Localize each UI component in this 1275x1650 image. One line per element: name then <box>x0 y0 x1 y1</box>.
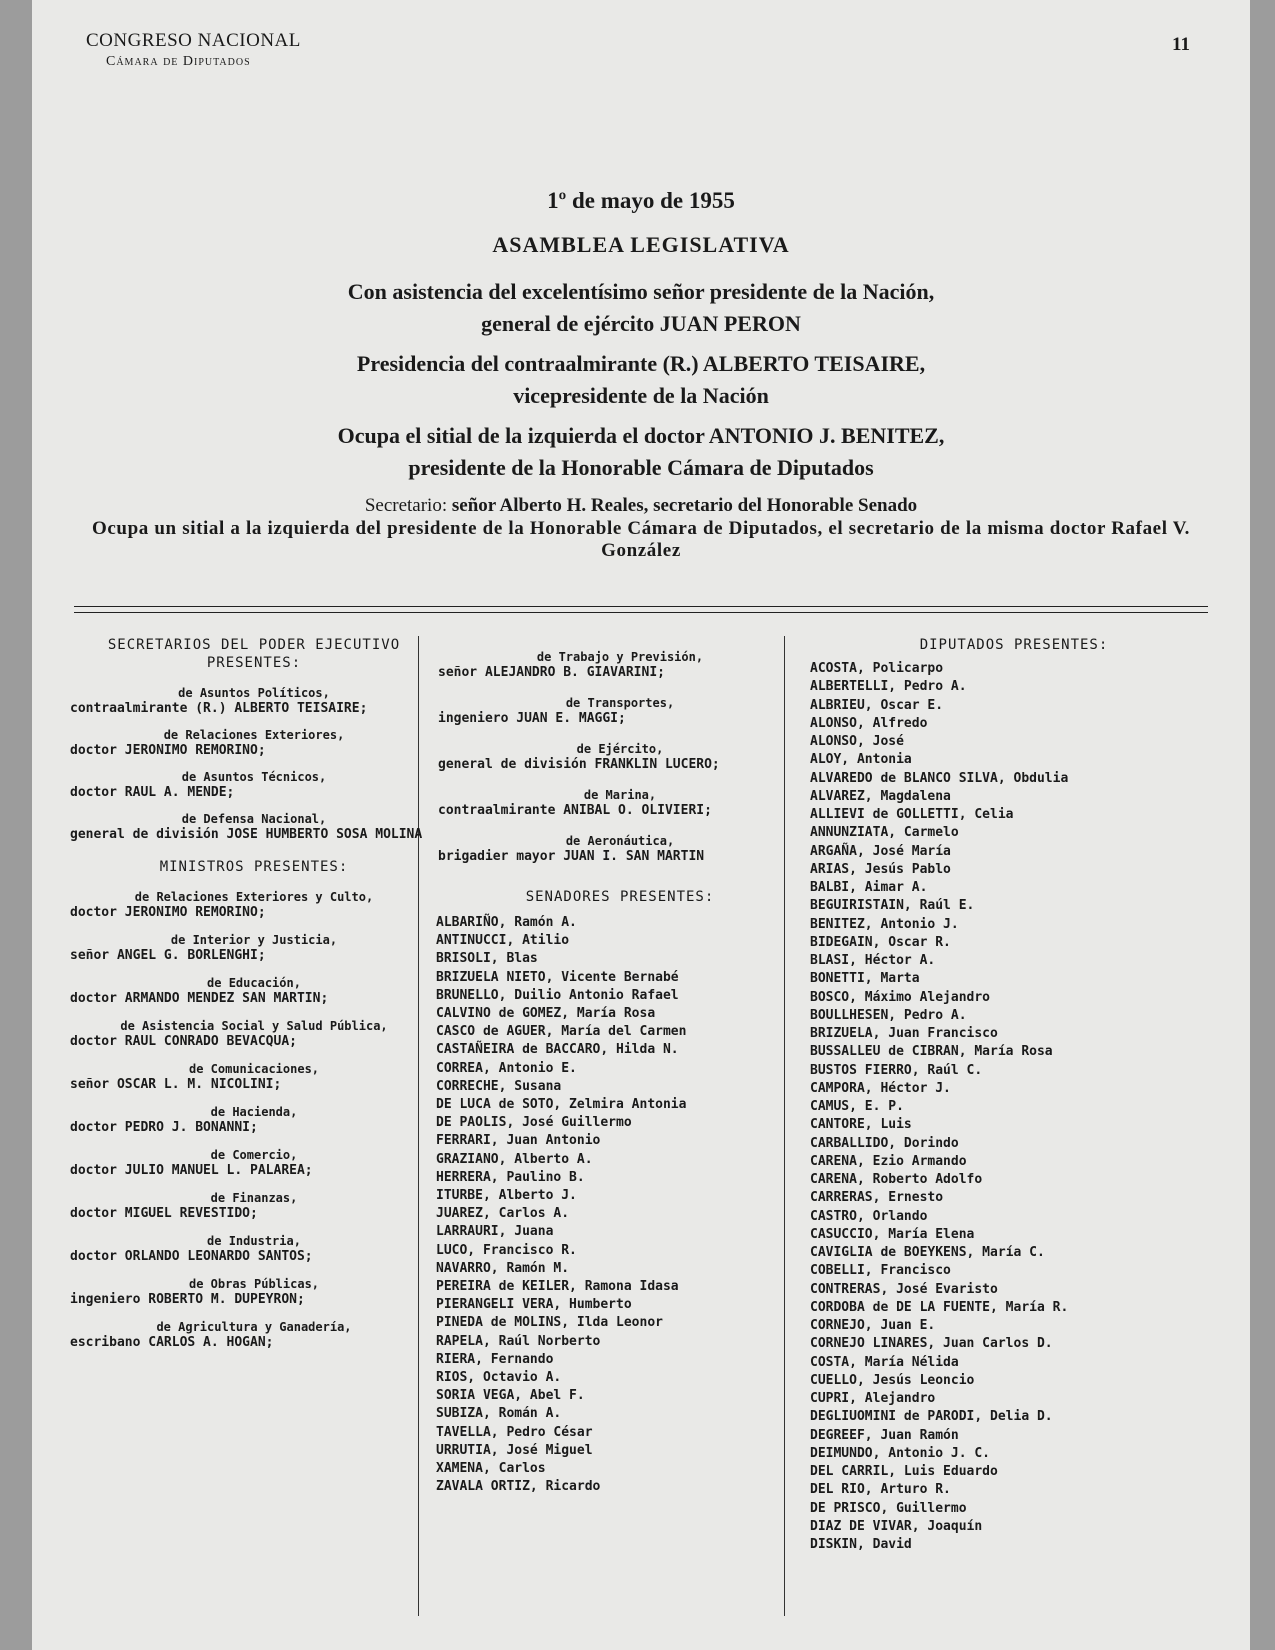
deputy-name: BEGUIRISTAIN, Raúl E. <box>810 898 975 914</box>
deputy-name: CUPRI, Alejandro <box>810 1391 936 1406</box>
senator-name: URRUTIA, José Miguel <box>436 1442 593 1458</box>
office-name: de Marina, <box>583 788 657 802</box>
deputy-name: CAVIGLIA de BOEYKENS, María C. <box>810 1245 1045 1260</box>
deputy-name: ANNUNZIATA, Carmelo <box>810 825 959 841</box>
senator-name: BRUNELLO, Duilio Antonio Rafael <box>436 987 679 1003</box>
office-name: de Hacienda, <box>210 1105 298 1119</box>
deputies-list <box>804 660 1224 1554</box>
deputy-name: CARRERAS, Ernesto <box>810 1190 944 1206</box>
official-name: contraalmirante (R.) ALBERTO TEISAIRE; <box>70 701 368 716</box>
official-name: ingeniero ROBERTO M. DUPEYRON; <box>70 1292 305 1307</box>
deputy-name: BIDEGAIN, Oscar R. <box>810 934 951 950</box>
deputy-name: ALBERTELLI, Pedro A. <box>810 679 967 695</box>
deputy-name: COSTA, María Nélida <box>810 1354 959 1370</box>
official-name: doctor ARMANDO MENDEZ SAN MARTIN; <box>70 991 329 1006</box>
assembly-title: ASAMBLEA LEGISLATIVA <box>492 232 790 257</box>
deputy-name: CORNEJO, Juan E. <box>810 1318 936 1333</box>
official-name: ingeniero JUAN E. MAGGI; <box>438 711 626 726</box>
executive-secretaries-title: SECRETARIOS DEL PODER EJECUTIVO PRESENTES: <box>107 637 401 671</box>
deputy-name: DEIMUNDO, Antonio J. C. <box>810 1445 991 1461</box>
running-header <box>86 30 301 70</box>
office-name: de Aeronáutica, <box>565 834 675 848</box>
ministers-title: MINISTROS PRESENTES: <box>159 859 349 875</box>
deputy-name: BRIZUELA, Juan Francisco <box>810 1026 998 1041</box>
deputy-name: BUSTOS FIERRO, Raúl C. <box>810 1062 983 1078</box>
senators-list <box>436 914 804 1497</box>
official-name: doctor PEDRO J. BONANNI; <box>70 1120 258 1135</box>
divider-rule <box>74 612 1208 613</box>
official-name: general de división JOSE HUMBERTO SOSA MOLINA <box>70 827 423 842</box>
senator-name: PEREIRA de KEILER, Ramona Idasa <box>436 1279 679 1295</box>
deputy-name: DE PRISCO, Guillermo <box>810 1500 967 1516</box>
senator-name: BRIZUELA NIETO, Vicente Bernabé <box>436 969 679 985</box>
official-name: general de división FRANKLIN LUCERO; <box>438 757 720 772</box>
senator-name: CASCO de AGUER, María del Carmen <box>436 1024 687 1040</box>
deputy-name: CARENA, Roberto Adolfo <box>810 1172 983 1187</box>
deputy-name: DEL CARRIL, Luis Eduardo <box>810 1464 998 1479</box>
senator-name: XAMENA, Carlos <box>436 1461 546 1477</box>
official-name: doctor ORLANDO LEONARDO SANTOS; <box>70 1249 313 1264</box>
deputy-name: CASUCCIO, María Elena <box>810 1226 975 1242</box>
deputies-column <box>804 636 1224 1554</box>
senator-name: NAVARRO, Ramón M. <box>436 1260 570 1276</box>
office-name: de Educación, <box>207 976 301 990</box>
official-name: escribano CARLOS A. HOGAN; <box>70 1335 274 1350</box>
institution-name: CONGRESO NACIONAL <box>86 30 301 51</box>
office-name: de Asuntos Técnicos, <box>181 770 327 784</box>
office-name: de Defensa Nacional, <box>181 812 327 826</box>
senator-name: HERRERA, Paulino B. <box>436 1169 585 1185</box>
office-name: de Industria, <box>207 1234 301 1248</box>
office-name: de Relaciones Exteriores, <box>163 728 345 742</box>
deputy-name: CASTRO, Orlando <box>810 1208 928 1224</box>
divider-rule <box>74 606 1208 607</box>
secretary-line <box>92 494 1190 518</box>
deputy-name: ALVAREZ, Magdalena <box>810 788 951 804</box>
deputy-name: BALBI, Aimar A. <box>810 880 928 895</box>
official-name: doctor JERONIMO REMORINO; <box>70 743 266 758</box>
deputy-name: ALOY, Antonia <box>810 752 912 768</box>
executive-column <box>68 636 440 1352</box>
deputy-name: DIAZ DE VIVAR, Joaquín <box>810 1518 983 1534</box>
senator-name: PINEDA de MOLINS, Ilda Leonor <box>436 1315 663 1331</box>
deputy-name: BUSSALLEU de CIBRAN, María Rosa <box>810 1044 1053 1060</box>
ministers-senators-column <box>436 636 804 1497</box>
deputy-name: ALLIEVI de GOLLETTI, Celia <box>810 807 1014 822</box>
deputy-name: CAMPORA, Héctor J. <box>810 1080 951 1096</box>
document-page <box>32 0 1250 1650</box>
deputy-name: CORDOBA de DE LA FUENTE, María R. <box>810 1299 1069 1315</box>
presidency-line-1: Presidencia del contraalmirante (R.) ALBERTO TEISAIRE, <box>356 351 926 376</box>
senator-name: RIERA, Fernando <box>436 1351 554 1367</box>
deputy-name: CANTORE, Luis <box>810 1117 912 1133</box>
deputy-name: BENITEZ, Antonio J. <box>810 916 959 932</box>
office-name: de Comunicaciones, <box>188 1062 320 1076</box>
page-number: 11 <box>1172 34 1190 55</box>
ministers-list-continued <box>436 650 804 866</box>
secretary-label: Secretario: <box>364 495 448 516</box>
office-name: de Trabajo y Previsión, <box>536 650 704 664</box>
senator-name: RAPELA, Raúl Norberto <box>436 1333 601 1349</box>
senator-name: ZAVALA ORTIZ, Ricardo <box>436 1479 601 1495</box>
senator-name: CORREA, Antonio E. <box>436 1060 577 1076</box>
deputies-title: DIPUTADOS PRESENTES: <box>919 637 1109 653</box>
executive-secretaries-list <box>68 686 440 844</box>
senator-name: LUCO, Francisco R. <box>436 1242 577 1258</box>
deputy-name: DEGLIUOMINI de PARODI, Delia D. <box>810 1409 1053 1425</box>
senator-name: CASTAÑEIRA de BACCARO, Hilda N. <box>436 1042 679 1058</box>
office-name: de Asuntos Políticos, <box>178 686 330 700</box>
senator-name: DE LUCA de SOTO, Zelmira Antonia <box>436 1097 687 1113</box>
senator-name: PIERANGELI VERA, Humberto <box>436 1297 632 1313</box>
senator-name: BRISOLI, Blas <box>436 951 538 967</box>
office-name: de Asistencia Social y Salud Pública, <box>120 1019 388 1033</box>
left-seat-line-1: Ocupa el sitial de la izquierda el doctor ANTONIO J. BENITEZ, <box>337 423 945 448</box>
secretary-text: señor Alberto H. Reales, secretario del Honorable Senado <box>451 495 918 516</box>
senator-name: GRAZIANO, Alberto A. <box>436 1151 593 1167</box>
deputy-name: CARBALLIDO, Dorindo <box>810 1135 959 1151</box>
session-heading <box>92 188 1190 562</box>
deputy-name: DEGREEF, Juan Ramón <box>810 1427 959 1443</box>
deputy-name: COBELLI, Francisco <box>810 1263 951 1279</box>
attendance-line-1: Con asistencia del excelentísimo señor presidente de la Nación, <box>347 279 935 304</box>
senator-name: CORRECHE, Susana <box>436 1078 562 1094</box>
deputy-name: BONETTI, Marta <box>810 971 920 987</box>
senator-name: ITURBE, Alberto J. <box>436 1188 577 1204</box>
office-name: de Agricultura y Ganadería, <box>156 1320 352 1334</box>
deputy-name: BOSCO, Máximo Alejandro <box>810 989 991 1005</box>
session-date: 1º de mayo de 1955 <box>547 188 735 213</box>
official-name: señor OSCAR L. M. NICOLINI; <box>70 1077 282 1092</box>
deputy-name: ALBRIEU, Oscar E. <box>810 697 944 713</box>
senators-title: SENADORES PRESENTES: <box>525 889 715 905</box>
deputy-name: BLASI, Héctor A. <box>810 953 936 968</box>
official-name: doctor MIGUEL REVESTIDO; <box>70 1206 258 1221</box>
deputy-name: ACOSTA, Policarpo <box>810 661 944 676</box>
deputy-name: CAMUS, E. P. <box>810 1099 904 1114</box>
official-name: señor ANGEL G. BORLENGHI; <box>70 948 266 963</box>
senator-name: RIOS, Octavio A. <box>436 1370 562 1386</box>
deputy-name: CARENA, Ezio Armando <box>810 1153 967 1169</box>
deputy-name: BOULLHESEN, Pedro A. <box>810 1007 967 1023</box>
senator-name: CALVINO de GOMEZ, María Rosa <box>436 1006 656 1022</box>
office-name: de Obras Públicas, <box>188 1277 320 1291</box>
senator-name: DE PAOLIS, José Guillermo <box>436 1115 632 1131</box>
deputy-name: ALONSO, Alfredo <box>810 715 928 731</box>
official-name: brigadier mayor JUAN I. SAN MARTIN <box>438 849 705 864</box>
deputy-name: DISKIN, David <box>810 1537 912 1552</box>
senator-name: JUAREZ, Carlos A. <box>436 1206 570 1222</box>
senator-name: ANTINUCCI, Atilio <box>436 933 570 949</box>
left-seat-line-2: presidente de la Honorable Cámara de Diputados <box>408 455 874 480</box>
deputy-name: CUELLO, Jesús Leoncio <box>810 1372 975 1388</box>
senator-name: FERRARI, Juan Antonio <box>436 1133 601 1149</box>
deputy-name: ALONSO, José <box>810 734 904 749</box>
deputy-name: ALVAREDO de BLANCO SILVA, Obdulia <box>810 770 1069 786</box>
senator-name: SUBIZA, Román A. <box>436 1406 562 1422</box>
official-name: doctor RAUL A. MENDE; <box>70 785 235 800</box>
official-name: contraalmirante ANIBAL O. OLIVIERI; <box>438 803 712 818</box>
deputy-name: CORNEJO LINARES, Juan Carlos D. <box>810 1336 1053 1352</box>
presidency-line-2: vicepresidente de la Nación <box>513 383 769 408</box>
office-name: de Relaciones Exteriores y Culto, <box>134 890 374 904</box>
official-name: doctor JULIO MANUEL L. PALAREA; <box>70 1163 313 1178</box>
senator-name: SORIA VEGA, Abel F. <box>436 1388 585 1404</box>
office-name: de Finanzas, <box>210 1191 298 1205</box>
deputy-name: CONTRERAS, José Evaristo <box>810 1281 998 1297</box>
senator-name: LARRAURI, Juana <box>436 1224 554 1240</box>
senator-name: TAVELLA, Pedro César <box>436 1424 593 1440</box>
official-name: doctor JERONIMO REMORINO; <box>70 905 266 920</box>
deputy-name: DEL RIO, Arturo R. <box>810 1482 951 1498</box>
office-name: de Transportes, <box>565 696 675 710</box>
deputy-name: ARIAS, Jesús Pablo <box>810 861 951 877</box>
senator-name: ALBARIÑO, Ramón A. <box>436 915 577 930</box>
deputy-name: ARGAÑA, José María <box>810 843 951 859</box>
chamber-name: Cámara de Diputados <box>106 54 251 69</box>
office-name: de Interior y Justicia, <box>170 933 338 947</box>
office-name: de Ejército, <box>576 742 664 756</box>
ministers-list <box>68 890 440 1352</box>
secretary-seat-note: Ocupa un sitial a la izquierda del presidente de la Honorable Cámara de Diputados, el secretario de la misma doctor Rafael V. González <box>92 518 1190 561</box>
office-name: de Comercio, <box>210 1148 298 1162</box>
official-name: doctor RAUL CONRADO BEVACQUA; <box>70 1034 297 1049</box>
attendance-line-2: general de ejército JUAN PERON <box>481 311 801 336</box>
official-name: señor ALEJANDRO B. GIAVARINI; <box>438 665 665 680</box>
